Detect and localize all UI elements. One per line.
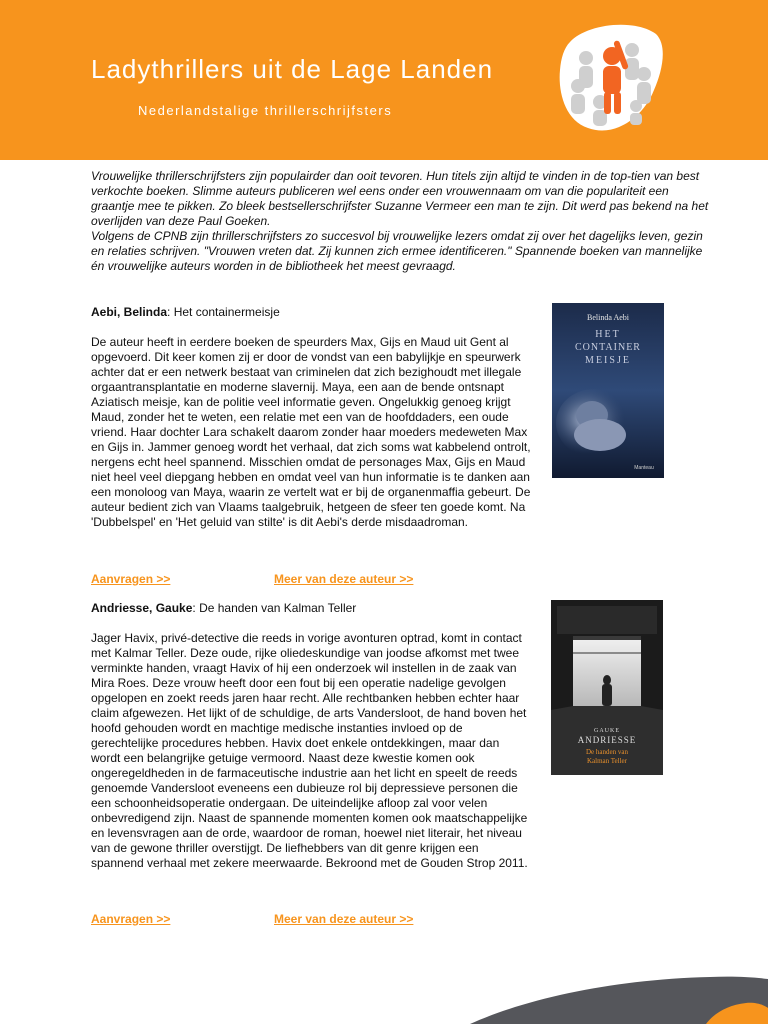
- intro-paragraph: Volgens de CPNB zijn thrillerschrijfsters zo succesvol bij vrouwelijke lezers omdat zij over het dagelijks leven, gezin en relaties schrijven. "Vrouwen vreten dat. Zij kunnen zich ermee identificeren." Spannende boeken van mannelijke én vrouwelijke auteurs worden in de bibliotheek het meest gevraagd.: [91, 229, 703, 273]
- book-title: Het containermeisje: [173, 305, 280, 319]
- cover-title-line: De handen van: [586, 748, 628, 756]
- book-entry: [91, 601, 531, 871]
- cover-author-text: ANDRIESSE: [577, 735, 637, 745]
- page-header: [0, 0, 768, 160]
- book-title: De handen van Kalman Teller: [199, 601, 357, 615]
- cover-title-line: Kalman Teller: [586, 757, 628, 765]
- more-by-author-link[interactable]: Meer van deze auteur >>: [274, 572, 414, 586]
- page-subtitle: Nederlandstalige thrillerschrijfsters: [138, 103, 393, 118]
- decorative-swoosh: [470, 975, 768, 1024]
- cover-author-text: Belinda Aebi: [587, 313, 629, 322]
- book-author: Andriesse, Gauke: [91, 601, 193, 615]
- cover-title-line: HET: [595, 329, 621, 340]
- request-link[interactable]: Aanvragen >>: [91, 572, 171, 586]
- request-link[interactable]: Aanvragen >>: [91, 912, 171, 926]
- book-heading: Aebi, Belinda: Het containermeisje: [91, 305, 280, 319]
- intro-text: [91, 169, 711, 274]
- book-author: Aebi, Belinda: [91, 305, 168, 319]
- book-description: Jager Havix, privé-detective die reeds in vorige avonturen optrad, komt in contact met Kalmar Teller. Deze oude, rijke oliedeskundige van joodse afkomst met twee verminkte handen, vraagt Havix of hij een onderzoek wil instellen in de zaak van Mira Roes. Deze vrouw heeft door een fout bij een operatie nadelige gevolgen opgelopen en zoekt reeds jaren haar recht. Alle rechtbanken hebben echter haar claim afgewezen. Het lijkt of de schuldige, de arts Vandersloot, de hand boven het hoofd gehouden wordt en machtige medische instanties invloed op de gerechtelijke procedures hebben. Havix doet enkele ontdekkingen, maar dan wordt een belangrijke getuige vermoord. Naast deze kwestie komen ook ongeregeldheden in de farmaceutische industrie aan het licht en speelt de reeds genoemde Vandersloot eveneens een dubieuze rol bij depressieve personen die een schoonheidsoperatie ondergaan. De uiteindelijke afloop zal voor velen onbevredigend zijn. Naast de spannende momenten komen ook maatschappelijke en levensvragen aan de orde, waardoor de roman, hoewel niet literair, het niveau van de gewone thriller overstijgt. De liefhebbers van dit genre krijgen een spannend verhaal met zekere meerwaarde. Bekroond met de Gouden Strop 2011.: [91, 631, 528, 870]
- book-entry: [91, 305, 531, 530]
- page-title: Ladythrillers uit de Lage Landen: [91, 54, 494, 84]
- book-links: [91, 572, 531, 588]
- more-by-author-link[interactable]: Meer van deze auteur >>: [274, 912, 414, 926]
- cover-author-text: GAUKE: [594, 728, 620, 734]
- book-links: [91, 912, 531, 928]
- cover-publisher-text: Manteau: [634, 465, 654, 471]
- book-cover-image: [551, 600, 663, 775]
- intro-paragraph: Vrouwelijke thrillerschrijfsters zijn populairder dan ooit tevoren. Hun titels zijn altijd te vinden in de top-tien van best verkochte boeken. Slimme auteurs publiceren wel eens onder een vrouwennaam om van die populariteit een graantje mee te pikken. Zo bleek bestsellerschrijfster Suzanne Vermeer een man te zijn. Dit werd pas bekend na het overlijden van deze Paul Goeken.: [91, 169, 709, 228]
- book-heading: Andriesse, Gauke: De handen van Kalman Teller: [91, 601, 357, 615]
- book-cover-image: [552, 303, 664, 478]
- cover-title-line: MEISJE: [585, 355, 631, 366]
- cover-title-line: CONTAINER: [575, 342, 641, 353]
- book-description: De auteur heeft in eerdere boeken de speurders Max, Gijs en Maud uit Gent al opgevoerd. Dit keer komen zij er door de vondst van een babylijkje en speurwerk achter dat er een netwerk bestaat van criminelen dat zich bezighoudt met illegale orgaantransplantatie en moderne slavernij. Maya, een aan de bende ontsnapt Aziatisch meisje, kan de politie veel informatie geven. Ongelukkig genoeg krijgt Maud, zonder het te weten, een relatie met een van de hoofddaders, een oude vriend. Haar dochter Lara schakelt daarom zonder haar moeders medeweten Max en Gijs in. Jammer genoeg wordt het verhaal, dat zich soms wat kabbelend ontrolt, nergens echt heel spannend. Misschien omdat de personages Max, Gijs en Maud niet heel veel diepgang hebben en omdat veel van hun informatie is te danken aan een monoloog van Maya, waarin ze vertelt wat er bij de organenmaffia gebeurt. De auteur bedient zich van Vlaams taalgebruik, hetgeen de sfeer ten goede komt. Na 'Dubbelspel' en 'Het geluid van stilte' is dit Aebi's derde misdaadroman.: [91, 335, 531, 529]
- crowd-figure-icon: [556, 20, 666, 136]
